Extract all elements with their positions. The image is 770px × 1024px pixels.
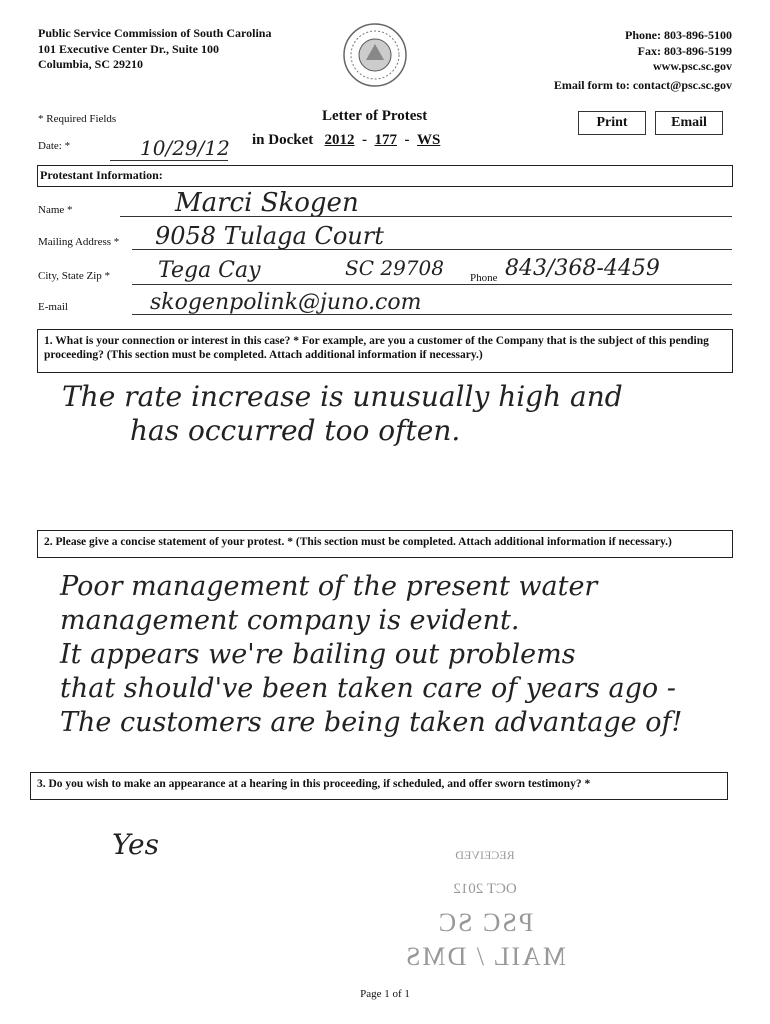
docket-num[interactable]: 177 [374,132,397,148]
city-field[interactable]: Tega Cay [158,258,261,283]
contact-info [554,28,732,93]
email-label: E-mail [38,301,68,313]
stamp-line: PSC SC MAIL / DMS [403,908,567,971]
address-line [132,249,732,250]
print-button[interactable]: Print [578,111,646,135]
website-link[interactable]: www.psc.sc.gov [652,59,732,73]
name-line [120,216,732,217]
question-1-answer[interactable] [62,380,623,448]
question-1-text: 1. What is your connection or interest in this case? * For example, are you a customer of the Company that is the subject of this pending proceeding? (This section must be completed. Attach additional information if necessary.) [44,335,709,361]
stamp-line: RECEIVED [455,848,515,862]
date-value[interactable]: 10/29/12 [140,136,230,160]
name-label: Name * [38,204,73,216]
email-form-line[interactable]: Email form to: contact@psc.sc.gov [553,77,732,92]
state-seal-icon [342,22,408,88]
page-title: Letter of Protest [322,108,428,124]
question-3-box [30,772,728,800]
state-zip-field[interactable]: SC 29708 [345,256,444,280]
organization-address [38,26,271,73]
answer-line: management company is evident. [60,605,520,636]
org-line: 101 Executive Center Dr., Suite 100 [38,41,219,56]
docket-number: in Docket 2012 - 177 - WS [252,132,441,148]
email-line [132,314,732,315]
answer-line: It appears we're bailing out problems [60,639,576,670]
docket-year[interactable]: 2012 [324,132,355,148]
email-button[interactable]: Email [655,111,723,135]
question-3-answer[interactable]: Yes [112,828,159,861]
answer-line: The customers are being taken advantage of! [60,707,683,738]
required-note: * Required Fields [38,113,117,125]
question-2-answer[interactable] [60,570,682,740]
question-3-text: 3. Do you wish to make an appearance at a hearing in this proceeding, if scheduled, and offer sworn testimony? * [37,778,591,790]
phone-line: Phone: 803-896-5100 [625,28,732,42]
answer-line: that should've been taken care of years ago - [60,673,676,704]
phone-label: Phone [470,272,498,284]
docket-type[interactable]: WS [417,132,441,148]
docket-prefix: in Docket [252,132,314,148]
org-line: Public Service Commission of South Carolina [38,26,272,40]
fax-line: Fax: 803-896-5199 [637,43,732,58]
date-label: Date: * [38,140,71,152]
answer-line: has occurred too often. [130,414,461,447]
address-field[interactable]: 9058 Tulaga Court [155,222,384,250]
question-2-box [37,530,733,558]
received-stamp [400,838,570,971]
question-1-box [37,329,733,373]
name-field[interactable]: Marci Skogen [175,188,359,218]
protestant-header-box [37,165,733,187]
email-field[interactable]: skogenpolink@juno.com [150,290,422,315]
city-line [132,284,732,285]
date-line [110,160,228,161]
question-2-text: 2. Please give a concise statement of your protest. * (This section must be completed. Attach additional information if necessary.) [44,536,672,548]
protestant-header: Protestant Information: [40,168,163,182]
answer-line: The rate increase is unusually high and [62,380,623,413]
answer-line: Poor management of the present water [60,571,598,602]
org-line: Columbia, SC 29210 [38,57,144,71]
stamp-line: OCT 2012 [453,881,517,897]
page-number: Page 1 of 1 [360,988,410,1000]
city-label: City, State Zip * [38,270,111,282]
phone-field[interactable]: 843/368-4459 [505,256,660,281]
address-label: Mailing Address * [38,236,120,248]
